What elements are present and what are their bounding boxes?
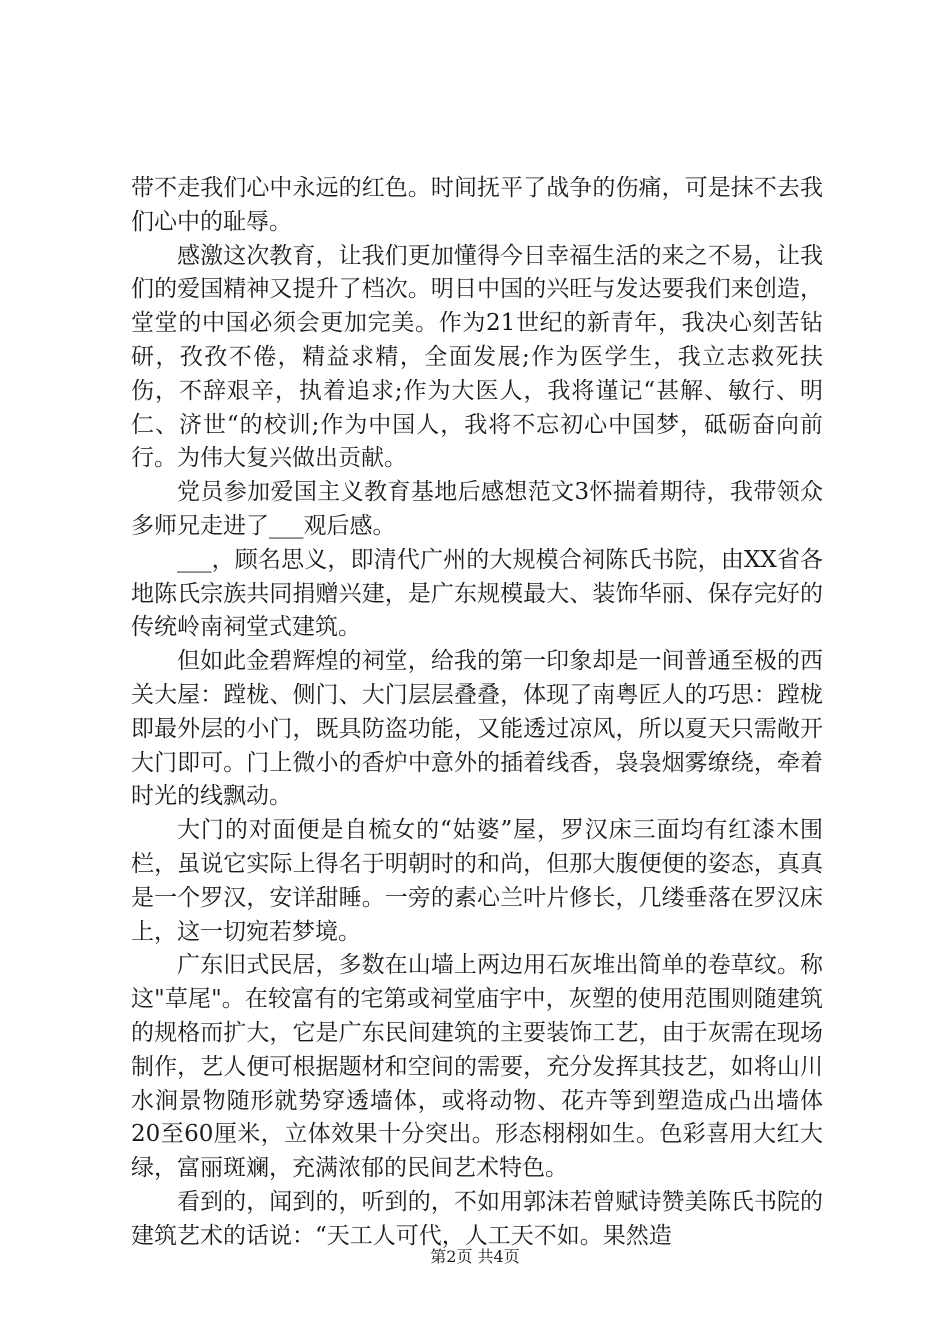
paragraph-continuation: 带不走我们心中永远的红色。时间抚平了战争的伤痛，可是抹不去我们心中的耻辱。: [131, 175, 823, 235]
paragraph: 党员参加爱国主义教育基地后感想范文3怀揣着期待，我带领众多师兄走进了___观后感。: [131, 479, 823, 539]
document-body: [131, 172, 823, 1254]
paragraph: 看到的，闻到的，听到的，不如用郭沫若曾赋诗赞美陈氏书院的建筑艺术的话说：“天工人可代，人工天不如。果然造: [131, 1188, 823, 1249]
paragraph: 感激这次教育，让我们更加懂得今日幸福生活的来之不易，让我们的爱国精神又提升了档次。明日中国的兴旺与发达要我们来创造，堂堂的中国必须会更加完美。作为21世纪的新青年，我决心刻苦钻研，孜孜不倦，精益求精，全面发展;作为医学生，我立志救死扶伤，不辞艰辛，执着追求;作为大医人，我将谨记“甚解、敏行、明仁、济世“的校训;作为中国人，我将不忘初心中国梦，砥砺奋向前行。为伟大复兴做出贡献。: [131, 242, 823, 472]
paragraph: ___，顾名思义，即清代广州的大规模合祠陈氏书院，由XX省各地陈氏宗族共同捐赠兴建，是广东规模最大、装饰华丽、保存完好的传统岭南祠堂式建筑。: [131, 546, 823, 641]
page-footer: [0, 1244, 950, 1267]
paragraph: 广东旧式民居，多数在山墙上两边用石灰堆出简单的卷草纹。称这"草尾"。在较富有的宅第或祠堂庙宇中，灰塑的使用范围则随建筑的规格而扩大，它是广东民间建筑的主要装饰工艺，由于灰需在现场制作，艺人便可根据题材和空间的需要，充分发挥其技艺，如将山川水涧景物随形就势穿透墙体，或将动物、花卉等到塑造成凸出墙体20至60厘米，立体效果十分突出。形态栩栩如生。色彩喜用大红大绿，富丽斑斓，充满浓郁的民间艺术特色。: [131, 952, 823, 1182]
paragraph: 但如此金碧辉煌的祠堂，给我的第一印象却是一间普通至极的西关大屋：蹚栊、侧门、大门层层叠叠，体现了南粤匠人的巧思：蹚栊即最外层的小门，既具防盗功能，又能透过凉风，所以夏天只需敞开大门即可。门上微小的香炉中意外的插着线香，袅袅烟雾缭绕，牵着时光的线飘动。: [131, 648, 823, 810]
paragraph: 大门的对面便是自梳女的“姑婆”屋，罗汉床三面均有红漆木围栏，虽说它实际上得名于明朝时的和尚，但那大腹便便的姿态，真真是一个罗汉，安详甜睡。一旁的素心兰叶片修长，几缕垂落在罗汉床上，这一切宛若梦境。: [131, 817, 823, 945]
page-number-label: 第2页 共4页: [430, 1247, 520, 1266]
